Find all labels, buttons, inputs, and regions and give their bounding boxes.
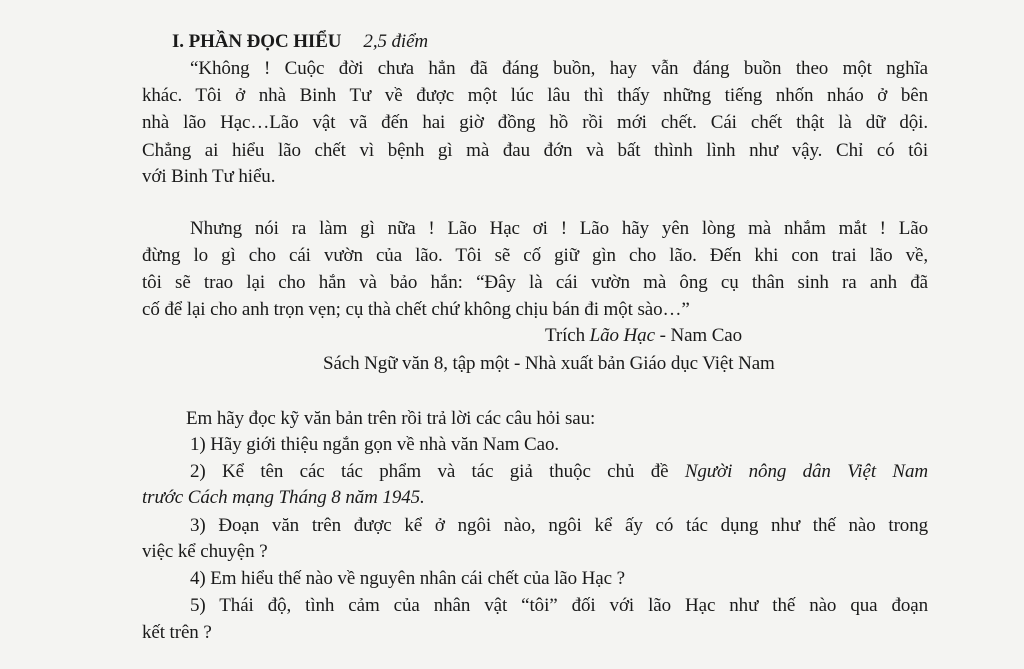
passage-line: khác. Tôi ở nhà Binh Tư về được một lúc lâu thì thấy những tiếng nhốn nháo ở bên <box>142 85 928 106</box>
question-2-cont: trước Cách mạng Tháng 8 năm 1945. <box>142 487 425 508</box>
passage-line: đừng lo gì cho cái vườn của lão. Tôi sẽ cố giữ gìn cho lão. Đến khi con trai lão về, <box>142 245 928 266</box>
source-book: Sách Ngữ văn 8, tập một - Nhà xuất bản Giáo dục Việt Nam <box>323 353 775 374</box>
question-2: 2) Kể tên các tác phẩm và tác giả thuộc chủ đề Người nông dân Việt Nam <box>190 461 928 482</box>
section-title: I. PHẦN ĐỌC HIỂU <box>172 31 342 52</box>
source-author: - Nam Cao <box>654 325 743 346</box>
questions-intro: Em hãy đọc kỹ văn bản trên rồi trả lời các câu hỏi sau: <box>186 408 596 429</box>
question-5-cont: kết trên ? <box>142 622 212 643</box>
question-3-cont: việc kể chuyện ? <box>142 541 268 562</box>
question-1: 1) Hãy giới thiệu ngắn gọn về nhà văn Nam Cao. <box>190 434 559 455</box>
passage-line: tôi sẽ trao lại cho hắn và bảo hắn: “Đây là cái vườn mà ông cụ thân sinh ra anh đã <box>142 272 928 293</box>
passage-line: với Binh Tư hiểu. <box>142 166 276 187</box>
section-score: 2,5 điểm <box>363 31 429 52</box>
question-4: 4) Em hiểu thế nào về nguyên nhân cái chết của lão Hạc ? <box>190 568 625 589</box>
section-heading <box>172 31 428 53</box>
passage-line: nhà lão Hạc…Lão vật vã đến hai giờ đồng hồ rồi mới chết. Cái chết thật là dữ dội. <box>142 112 928 133</box>
question-3: 3) Đoạn văn trên được kể ở ngôi nào, ngôi kể ấy có tác dụng như thế nào trong <box>190 515 928 536</box>
passage-line: “Không ! Cuộc đời chưa hẳn đã đáng buồn, hay vẫn đáng buồn theo một nghĩa <box>190 58 928 79</box>
passage-line: Nhưng nói ra làm gì nữa ! Lão Hạc ơi ! Lão hãy yên lòng mà nhắm mắt ! Lão <box>190 218 928 239</box>
source-citation: Trích Lão Hạc - Nam Cao <box>545 325 743 346</box>
source-work: Lão Hạc <box>589 325 655 346</box>
passage-line: cố để lại cho anh trọn vẹn; cụ thà chết chứ không chịu bán đi một sào…” <box>142 299 690 320</box>
passage-line: Chẳng ai hiểu lão chết vì bệnh gì mà đau đớn và bất thình lình như vậy. Chỉ có tôi <box>142 140 928 161</box>
question-5: 5) Thái độ, tình cảm của nhân vật “tôi” đối với lão Hạc như thế nào qua đoạn <box>190 595 928 616</box>
